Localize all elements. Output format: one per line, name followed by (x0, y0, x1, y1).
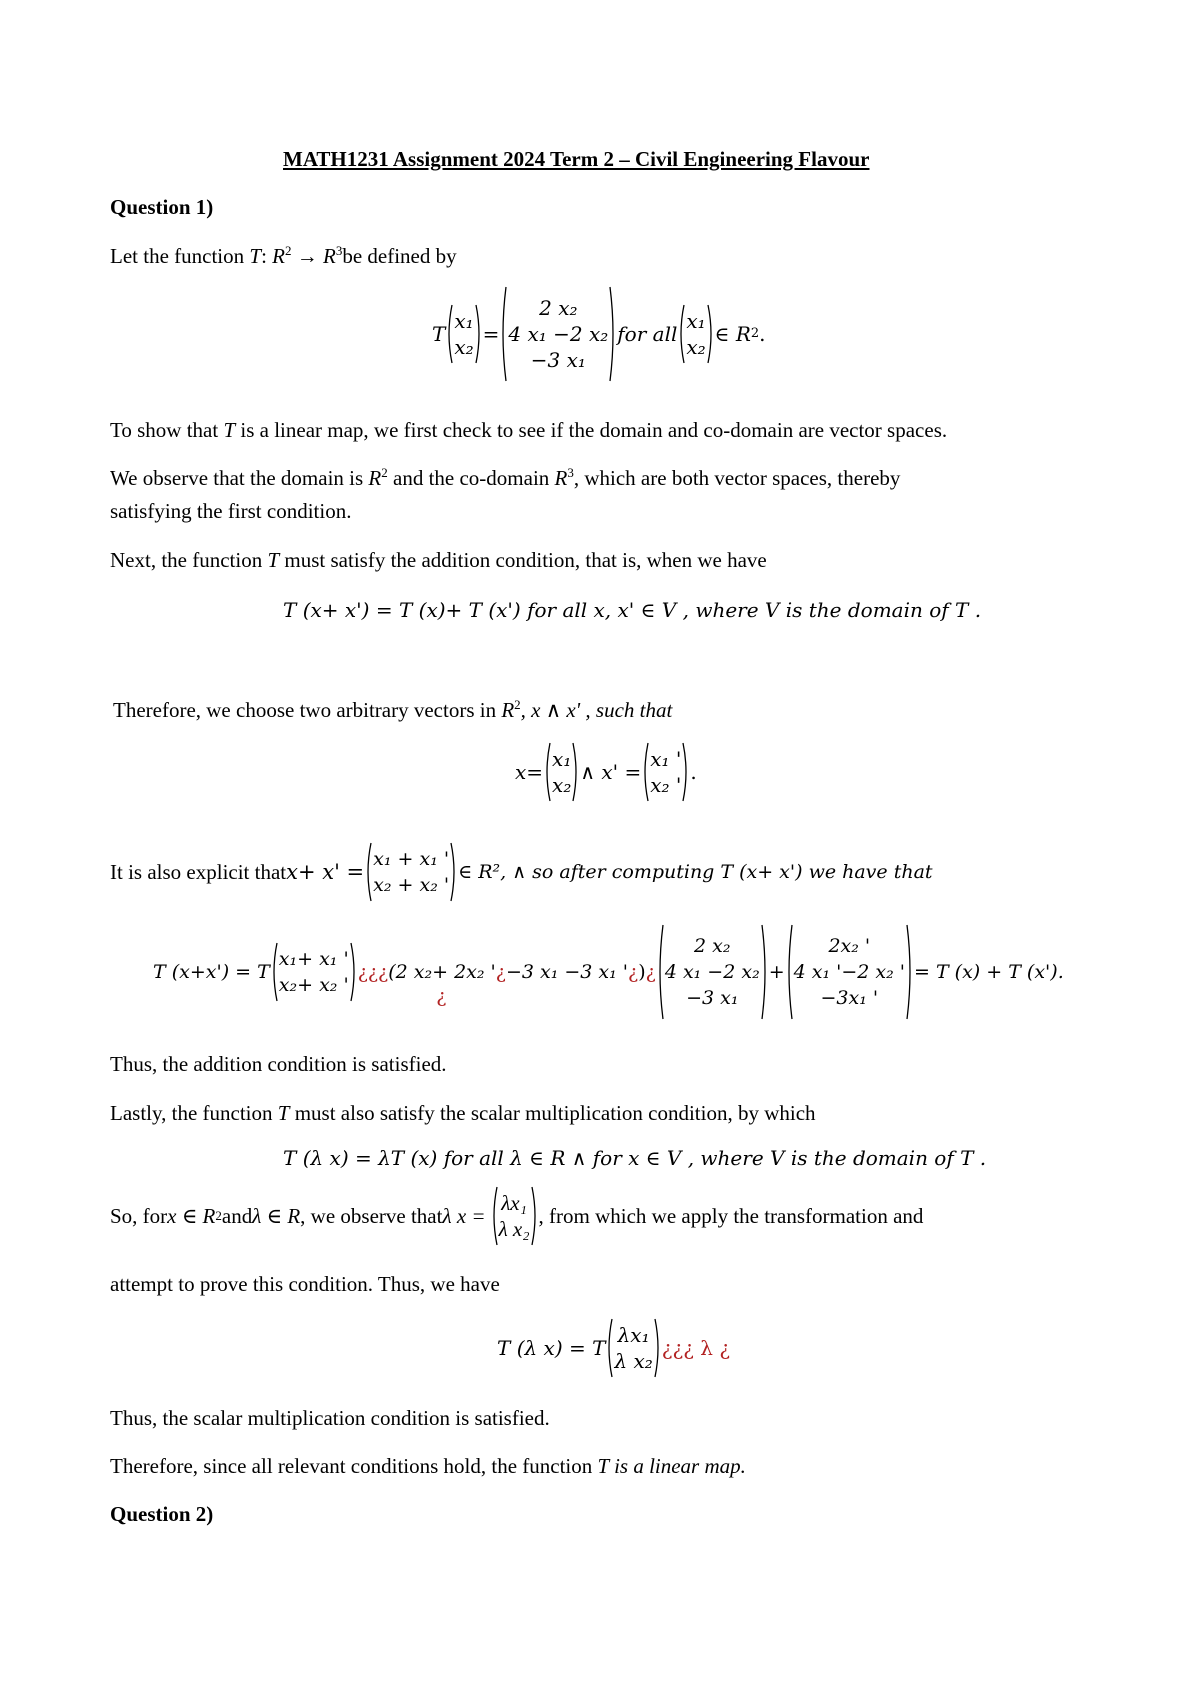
output-vector: 2 x₂ 4 x₁ −2 x₂ −3 x₁ (499, 286, 617, 382)
paragraph-addition-intro: Next, the function T must satisfy the addition condition, that is, when we have (110, 548, 767, 572)
paragraph-explicit-sum: It is also explicit that x+ x' = x₁ + x₁ ' x₂ + x₂ ' ∈ R², ∧ so after computing T (x+ x') we have that (110, 842, 933, 902)
paragraph-attempt-prove: attempt to prove this condition. Thus, we have (110, 1272, 500, 1296)
paragraph-scalar-satisfied: Thus, the scalar multiplication condition is satisfied. (110, 1406, 550, 1430)
equation-scalar-computation: T (λ x) = T λx₁ λ x₂ ¿¿¿ λ ¿ (497, 1318, 730, 1378)
document-title: MATH1231 Assignment 2024 Term 2 – Civil Engineering Flavour (283, 147, 870, 171)
input-vector-2: x₁ x₂ (677, 304, 714, 364)
input-vector: x₁ x₂ (445, 304, 482, 364)
paragraph-addition-satisfied: Thus, the addition condition is satisfied. (110, 1052, 447, 1076)
question-1-heading: Question 1) (110, 195, 214, 219)
paragraph-linear-map-check: To show that T is a linear map, we first check to see if the domain and co-domain are vector spaces. (110, 418, 948, 442)
equation-addition-condition: T (x+ x') = T (x)+ T (x') for all x, x' ∈ V , where V is the domain of T . (283, 598, 982, 622)
equation-vectors-x-xprime: x= x₁ x₂ ∧ x' = x₁ ' x₂ ' . (515, 742, 697, 802)
paragraph-function-definition: Let the function T: $R^2 \to R^3be$ defined by (110, 243, 457, 268)
paragraph-conclusion: Therefore, since all relevant conditions hold, the function T is a linear map. (110, 1454, 746, 1478)
equation-transformation-definition: T x₁ x₂ = 2 x₂ 4 x₁ −2 x₂ −3 x₁ for all x₁ x₂ ∈ R 2 . (432, 286, 766, 382)
equation-scalar-condition: T (λ x) = λT (x) for all λ ∈ R ∧ for x ∈ V , where V is the domain of T . (283, 1146, 987, 1170)
paragraph-domain-codomain: We observe that the domain is $R^2$ and the co-domain $R^3$, which are both vector spaces, thereby (110, 465, 901, 490)
equation-addition-computation: T (x+x') = T x₁+ x₁ ' x₂+ x₂ ' ¿¿¿ (2 x₂+ 2x₂ ' ¿ ¿ −3 x₁ −3 x₁ ' ¿ ) ¿ 2 x₂ 4 x₁ −2 x₂ −3 x₁ + 2x₂ ' 4 x₁ '−2 x₂ ' −3x₁ ' = T (x) + T (x'). (153, 924, 1064, 1020)
paragraph-arbitrary-vectors: Therefore, we choose two arbitrary vectors in $R^2$, x ∧ x' , such that (113, 697, 673, 722)
question-2-heading: Question 2) (110, 1502, 214, 1526)
paragraph-scalar-intro: Lastly, the function T must also satisfy the scalar multiplication condition, by which (110, 1101, 816, 1125)
paragraph-first-condition: satisfying the first condition. (110, 499, 352, 523)
paragraph-scalar-observe: So, for x ∈ R 2 and λ ∈ R , we observe that λ x = λx₁ λ x₂ , from which we apply the transformation and (110, 1186, 923, 1246)
